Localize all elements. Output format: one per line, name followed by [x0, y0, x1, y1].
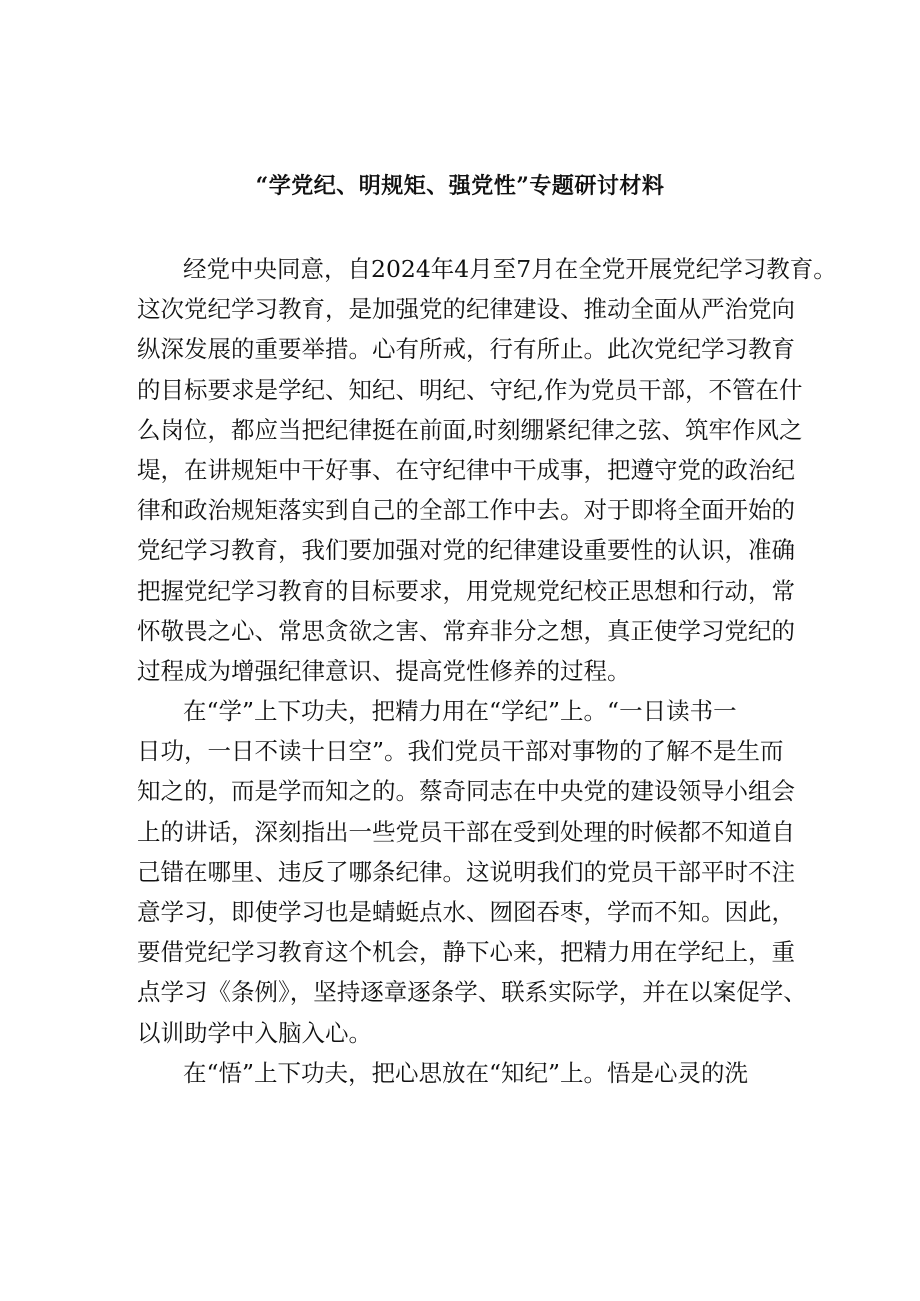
text-line: 知之的，而是学而知之的。蔡奇同志在中央党的建设领导小组会: [137, 777, 795, 806]
text-line: 上的讲话，深刻指出一些党员干部在受到处理的时候都不知道自: [137, 817, 795, 846]
text-line: 在“学”上下功夫，把精力用在“学纪”上。“一日读书一: [183, 697, 737, 726]
text-line: 这次党纪学习教育，是加强党的纪律建设、推动全面从严治党向: [137, 295, 795, 324]
text-line: 要借党纪学习教育这个机会，静下心来，把精力用在学纪上，重: [137, 938, 795, 967]
text-line: 己错在哪里、违反了哪条纪律。这说明我们的党员干部平时不注: [137, 857, 795, 886]
document-title: “学党纪、明规矩、强党性”专题研讨材料: [255, 173, 665, 199]
text-line: 怀敬畏之心、常思贪欲之害、常弃非分之想，真正使学习党纪的: [137, 616, 795, 645]
text-line: 点学习《条例》，坚持逐章逐条学、联系实际学，并在以案促学、: [137, 978, 807, 1007]
text-line: 把握党纪学习教育的目标要求，用党规党纪校正思想和行动，常: [137, 576, 795, 605]
text-line: 么岗位，都应当把纪律挺在前面,时刻绷紧纪律之弦、筑牢作风之: [137, 415, 803, 444]
paragraph-3: [137, 1053, 797, 1093]
text-line: 日功，一日不读十日空”。我们党员干部对事物的了解不是生而: [137, 737, 784, 766]
text-line: 堤，在讲规矩中干好事、在守纪律中干成事，把遵守党的政治纪: [137, 455, 795, 484]
text-line: 党纪学习教育，我们要加强对党的纪律建设重要性的认识，准确: [137, 536, 795, 565]
text-line: 意学习，即使学习也是蜻蜓点水、囫囵吞枣，学而不知。因此，: [137, 898, 795, 926]
paragraph-1: [137, 249, 837, 691]
text-line: 在“悟”上下功夫，把心思放在“知纪”上。悟是心灵的洗: [183, 1058, 749, 1087]
paragraph-2: [137, 691, 807, 1053]
text-line: 纵深发展的重要举措。心有所戒，行有所止。此次党纪学习教育: [137, 335, 795, 364]
text-line: 过程成为增强纪律意识、提高党性修养的过程。: [137, 656, 631, 685]
document-body: [137, 249, 837, 1093]
text-line: 律和政治规矩落实到自己的全部工作中去。对于即将全面开始的: [137, 496, 795, 525]
text-line: 以训助学中入脑入心。: [137, 1018, 372, 1047]
text-line: 的目标要求是学纪、知纪、明纪、守纪,作为党员干部，不管在什: [137, 375, 803, 404]
text-line: 经党中央同意，自2024年4月至7月在全党开展党纪学习教育。: [183, 255, 837, 283]
